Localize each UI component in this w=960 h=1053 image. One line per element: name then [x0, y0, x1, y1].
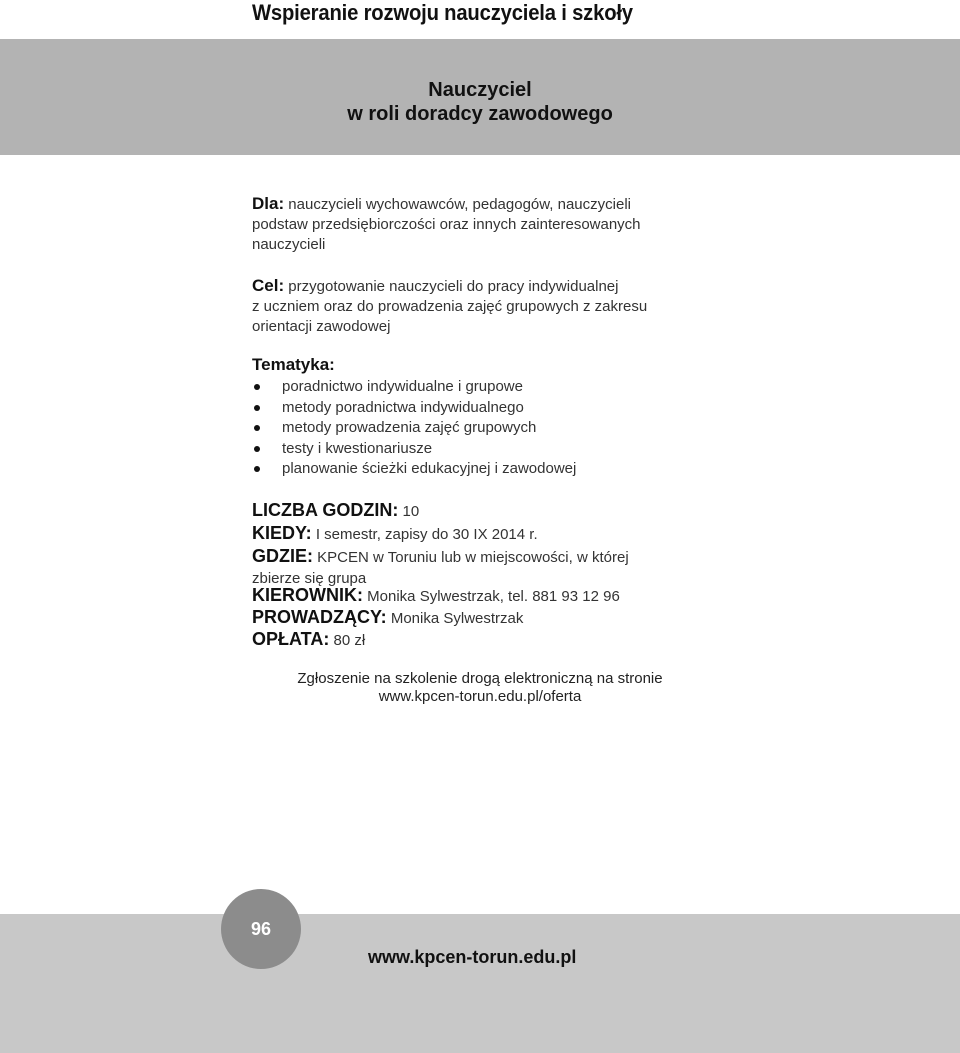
course-title-line-2: w roli doradcy zawodowego: [347, 103, 613, 125]
topic-item: [282, 418, 576, 439]
when-row: [252, 523, 538, 545]
goal-text-2: z uczniem oraz do prowadzenia zajęć grupowych z zakresu: [252, 298, 648, 315]
topics-label: Tematyka:: [252, 355, 335, 374]
footer-url-link[interactable]: www.kpcen-torun.edu.pl: [368, 947, 577, 967]
page-number: 96: [250, 918, 272, 939]
fee-label: OPŁATA:: [252, 629, 330, 649]
page-header-title: Wspieranie rozwoju nauczyciela i szkoły: [252, 0, 633, 25]
audience-section: [252, 194, 641, 255]
bullet-icon: [254, 384, 260, 390]
signup-note: Zgłoszenie na szkolenie drogą elektroniczną na stronie: [297, 670, 663, 687]
where-value-2: zbierze się grupa: [252, 570, 367, 587]
page-number-badge: [221, 889, 301, 969]
topic-item: [282, 439, 576, 460]
manager-row: [252, 585, 620, 607]
fee-value: 80 zł: [329, 632, 366, 649]
goal-section: [252, 276, 647, 337]
topic-text: poradnictwo indywidualne i grupowe: [282, 378, 523, 395]
topic-text: testy i kwestionariusze: [282, 439, 433, 457]
where-row: [252, 546, 692, 589]
goal-text-1: przygotowanie nauczycieli do pracy indywidualnej: [284, 278, 619, 295]
course-title-line-1: Nauczyciel: [428, 79, 532, 101]
topic-text: planowanie ścieżki edukacyjnej i zawodowej: [282, 460, 577, 477]
topic-text: metody poradnictwa indywidualnego: [282, 398, 524, 416]
topic-item: [282, 459, 576, 480]
where-value-1: KPCEN w Toruniu lub w miejscowości, w której: [313, 549, 629, 566]
hours-value: 10: [398, 503, 420, 520]
instructor-row: [252, 607, 523, 629]
when-label: KIEDY:: [252, 523, 312, 543]
goal-label: Cel:: [252, 276, 285, 295]
signup-link[interactable]: www.kpcen-torun.edu.pl/oferta: [378, 688, 582, 705]
when-value: I semestr, zapisy do 30 IX 2014 r.: [311, 526, 538, 543]
goal-text-3: orientacji zawodowej: [252, 318, 391, 335]
audience-text-2: podstaw przedsiębiorczości oraz innych zainteresowanych: [252, 216, 641, 233]
footer-band: [0, 914, 960, 1053]
audience-text-3: nauczycieli: [252, 236, 326, 253]
topics-list: [282, 377, 576, 480]
topics-section: [252, 355, 335, 376]
bullet-icon: [254, 405, 260, 411]
manager-label: KIEROWNIK:: [252, 585, 363, 605]
audience-text-1: nauczycieli wychowawców, pedagogów, nauczycieli: [284, 196, 631, 213]
topic-item: [282, 398, 576, 419]
hours-row: [252, 500, 419, 522]
hours-label: LICZBA GODZIN:: [252, 500, 399, 520]
fee-row: [252, 629, 365, 651]
bullet-icon: [254, 466, 260, 472]
topic-item: [282, 377, 576, 398]
bullet-icon: [254, 425, 260, 431]
topic-text: metody prowadzenia zajęć grupowych: [282, 419, 537, 436]
where-label: GDZIE:: [252, 546, 313, 566]
instructor-value: Monika Sylwestrzak: [386, 610, 524, 627]
audience-label: Dla:: [252, 194, 285, 213]
instructor-label: PROWADZĄCY:: [252, 607, 387, 627]
bullet-icon: [254, 446, 260, 452]
manager-value: Monika Sylwestrzak, tel. 881 93 12 96: [363, 588, 620, 605]
